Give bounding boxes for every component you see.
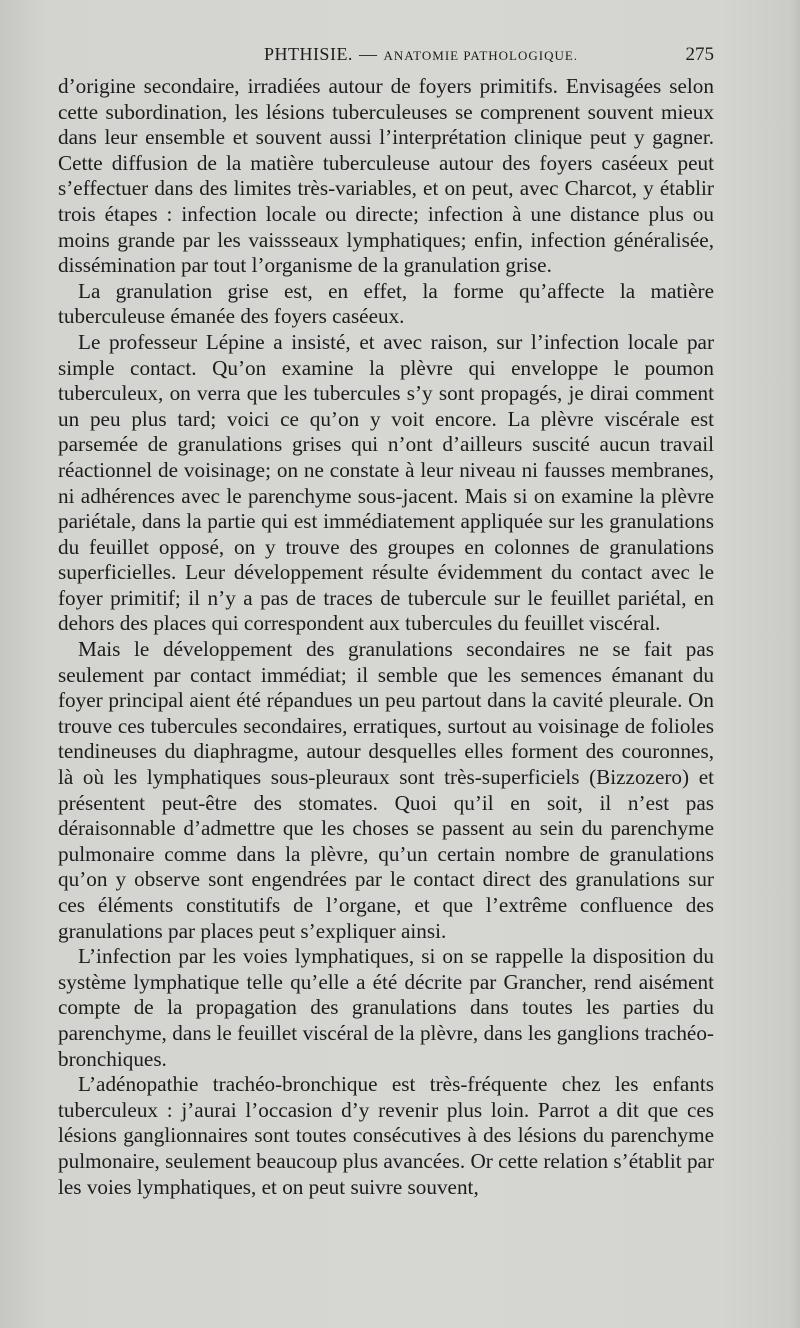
- page-header: [58, 44, 714, 74]
- paragraph-4: Mais le développement des granulations secondaires ne se fait pas seulement par contact immédiat; il semble que les semences émanant du foyer principal aient été répandues un peu partout dans la cavité pleurale. On trouve ces tubercules secondaires, erratiques, surtout au voisinage de folioles tendineuses du diaphragme, autour desquelles elles forment des couronnes, là où les lymphatiques sous-pleuraux sont très-superficiels (Bizzozero) et présentent peut-être des stomates. Quoi qu’il en soit, il n’est pas déraisonnable d’admettre que les choses se passent au sein du parenchyme pulmonaire comme dans la plèvre, qu’un certain nombre de granulations qu’on y observe sont engendrées par le contact direct des granulations sur ces éléments constitutifs de l’organe, et que l’extrême confluence des granulations par places peut s’expliquer ainsi.: [58, 637, 714, 943]
- body-text: [58, 74, 714, 1200]
- paragraph-2: La granulation grise est, en effet, la forme qu’affecte la matière tuberculeuse émanée des foyers caséeux.: [58, 278, 714, 329]
- paragraph-1: d’origine secondaire, irradiées autour de foyers primitifs. Envisagées selon cette subordination, les lésions tuberculeuses se comprenent souvent mieux dans leur ensemble et souvent aussi l’interprétation clinique peut y gagner. Cette diffusion de la matière tuberculeuse autour des foyers caséeux peut s’effectuer dans des limites très-variables, et on peut, avec Charcot, y établir trois étapes : infection locale ou directe; infection à une distance plus ou moins grande par les vaissseaux lymphatiques; enfin, infection généralisée, dissémination par tout l’organisme de la granulation grise.: [58, 74, 714, 278]
- running-title-dash: —: [358, 44, 378, 64]
- running-title-main: PHTHISIE.: [263, 44, 353, 64]
- paragraph-5: L’infection par les voies lymphatiques, si on se rappelle la disposition du système lymphatique telle qu’elle a été décrite par Grancher, rend aisément compte de la propagation des granulations dans toutes les parties du parenchyme, dans le feuillet viscéral de la plèvre, dans les ganglions trachéo-bronchiques.: [58, 944, 714, 1071]
- page-number: 275: [685, 44, 714, 65]
- paragraph-3: Le professeur Lépine a insisté, et avec raison, sur l’infection locale par simple contact. Qu’on examine la plèvre qui enveloppe le poumon tuberculeux, on verra que les tubercules s’y sont propagés, je dirai comment un peu plus tard; voici ce qu’on y voit encore. La plèvre viscérale est parsemée de granulations grises qui n’ont d’ailleurs suscité aucun travail réactionnel de voisinage; on ne constate à leur niveau ni fausses membranes, ni adhérences avec le parenchyme sous-jacent. Mais si on examine la plèvre pariétale, dans la partie qui est immédiatement appliquée sur les granulations du feuillet opposé, on y trouve des groupes en colonnes de granulations superficielles. Leur développement résulte évidemment du contact avec le foyer primitif; il n’y a pas de traces de tubercule sur le feuillet pariétal, en dehors des places qui correspondent aux tubercules du feuillet viscéral.: [58, 329, 714, 636]
- paragraph-6: L’adénopathie trachéo-bronchique est très-fréquente chez les enfants tuberculeux : j’aurai l’occasion d’y revenir plus loin. Parrot a dit que ces lésions ganglionnaires sont toutes consécutives à des lésions du parenchyme pulmonaire, seulement beaucoup plus avancées. Or cette relation s’établit par les voies lymphatiques, et on peut suivre souvent,: [58, 1072, 714, 1199]
- scan-shadow: [790, 0, 800, 1328]
- running-title: [264, 44, 578, 65]
- running-title-sub: ANATOMIE PATHOLOGIQUE.: [383, 48, 579, 63]
